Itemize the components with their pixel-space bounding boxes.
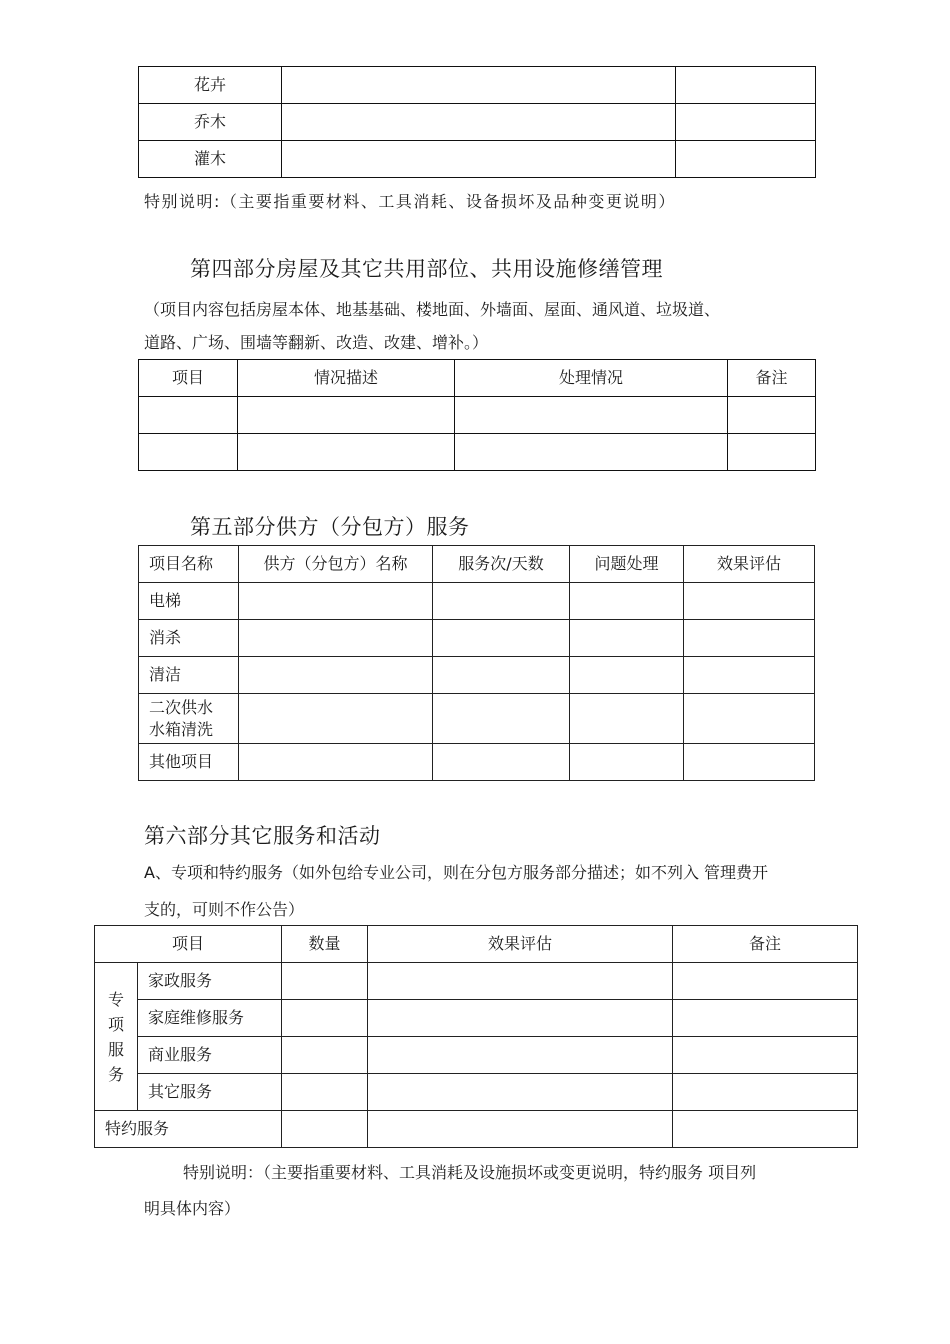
row-water-supply-line2: 水箱清洗 xyxy=(149,719,214,739)
empty-cell[interactable] xyxy=(238,397,455,434)
part6-table xyxy=(94,925,858,1148)
row-commercial: 商业服务 xyxy=(138,1037,282,1074)
empty-cell[interactable] xyxy=(570,620,684,657)
row-water-supply xyxy=(139,694,239,744)
empty-cell[interactable] xyxy=(433,620,570,657)
table-row xyxy=(139,694,815,744)
header-remarks: 备注 xyxy=(673,926,858,963)
row-water-supply-line1: 二次供水 xyxy=(149,697,214,717)
header-project-name: 项目名称 xyxy=(139,546,239,583)
empty-cell[interactable] xyxy=(455,434,728,471)
row-cleaning: 清洁 xyxy=(139,657,239,694)
empty-cell[interactable] xyxy=(239,583,433,620)
empty-cell[interactable] xyxy=(139,397,238,434)
table-row xyxy=(95,1000,858,1037)
group-label-char: 专 xyxy=(107,989,124,1009)
empty-cell[interactable] xyxy=(239,657,433,694)
special-service-group-label xyxy=(95,963,138,1111)
row-home-repair: 家庭维修服务 xyxy=(138,1000,282,1037)
empty-cell[interactable] xyxy=(282,1111,368,1148)
empty-cell[interactable] xyxy=(282,1000,368,1037)
header-item: 项目 xyxy=(95,926,282,963)
header-supplier-name: 供方（分包方）名称 xyxy=(239,546,433,583)
empty-cell[interactable] xyxy=(684,657,815,694)
row-elevator: 电梯 xyxy=(139,583,239,620)
table-row xyxy=(95,1111,858,1148)
table-row xyxy=(95,1037,858,1074)
table-row xyxy=(139,397,816,434)
header-service-times: 服务次/天数 xyxy=(433,546,570,583)
group-label-char: 服 xyxy=(107,1039,124,1059)
row-housekeeping: 家政服务 xyxy=(138,963,282,1000)
empty-cell[interactable] xyxy=(728,434,816,471)
part4-title: 第四部分房屋及其它共用部位、共用设施修缮管理 xyxy=(190,257,663,281)
empty-cell[interactable] xyxy=(570,694,684,744)
header-quantity: 数量 xyxy=(282,926,368,963)
row-special-service: 特约服务 xyxy=(95,1111,282,1148)
plant-trees-cell: 乔木 xyxy=(139,104,282,141)
empty-cell[interactable] xyxy=(239,744,433,781)
empty-cell[interactable] xyxy=(676,67,816,104)
part4-desc-line2: 道路、广场、围墙等翻新、改造、改建、增补。） xyxy=(144,333,489,352)
row-disinfection: 消杀 xyxy=(139,620,239,657)
empty-cell[interactable] xyxy=(673,1037,858,1074)
empty-cell[interactable] xyxy=(368,1074,673,1111)
table-row xyxy=(139,434,816,471)
empty-cell[interactable] xyxy=(238,434,455,471)
empty-cell[interactable] xyxy=(239,694,433,744)
empty-cell[interactable] xyxy=(368,1111,673,1148)
empty-cell[interactable] xyxy=(282,1074,368,1111)
part6-desc-line2: 支的，可则不作公告） xyxy=(144,900,305,919)
empty-cell[interactable] xyxy=(282,1037,368,1074)
table-row xyxy=(139,67,816,104)
empty-cell[interactable] xyxy=(282,67,676,104)
empty-cell[interactable] xyxy=(368,963,673,1000)
part4-desc-line1: （项目内容包括房屋本体、地基基础、楼地面、外墙面、屋面、通风道、垃圾道、 xyxy=(144,300,721,319)
table-row xyxy=(95,963,858,1000)
empty-cell[interactable] xyxy=(282,963,368,1000)
plants-note: 特别说明:（主要指重要材料、工具消耗、设备损坏及品种变更说明） xyxy=(144,192,676,211)
part5-title: 第五部分供方（分包方）服务 xyxy=(190,515,470,539)
header-handling: 处理情况 xyxy=(455,360,728,397)
empty-cell[interactable] xyxy=(282,141,676,178)
part6-note-line1: 特别说明：（主要指重要材料、工具消耗及设施损坏或变更说明，特约服务 项目列 xyxy=(183,1163,757,1182)
table-row xyxy=(139,620,815,657)
empty-cell[interactable] xyxy=(728,397,816,434)
empty-cell[interactable] xyxy=(239,620,433,657)
table-row xyxy=(139,104,816,141)
table-row xyxy=(139,141,816,178)
empty-cell[interactable] xyxy=(433,657,570,694)
empty-cell[interactable] xyxy=(433,744,570,781)
row-other-services: 其它服务 xyxy=(138,1074,282,1111)
header-situation: 情况描述 xyxy=(238,360,455,397)
table-row xyxy=(139,744,815,781)
part6-desc-line1: A、专项和特约服务（如外包给专业公司，则在分包方服务部分描述；如不列入 管理费开 xyxy=(144,863,769,882)
part4-table xyxy=(138,359,816,471)
empty-cell[interactable] xyxy=(433,694,570,744)
header-item: 项目 xyxy=(139,360,238,397)
empty-cell[interactable] xyxy=(570,657,684,694)
empty-cell[interactable] xyxy=(570,583,684,620)
header-effect-evaluation: 效果评估 xyxy=(368,926,673,963)
part6-note-line2: 明具体内容） xyxy=(144,1199,241,1218)
empty-cell[interactable] xyxy=(368,1037,673,1074)
table-header-row xyxy=(139,360,816,397)
header-problem-handling: 问题处理 xyxy=(570,546,684,583)
empty-cell[interactable] xyxy=(368,1000,673,1037)
empty-cell[interactable] xyxy=(676,141,816,178)
empty-cell[interactable] xyxy=(673,963,858,1000)
plants-table xyxy=(138,66,816,178)
empty-cell[interactable] xyxy=(433,583,570,620)
table-header-row xyxy=(95,926,858,963)
group-label-char: 务 xyxy=(107,1064,124,1084)
empty-cell[interactable] xyxy=(684,620,815,657)
empty-cell[interactable] xyxy=(676,104,816,141)
empty-cell[interactable] xyxy=(673,1074,858,1111)
empty-cell[interactable] xyxy=(684,744,815,781)
part5-table xyxy=(138,545,815,781)
plant-shrubs-cell: 灌木 xyxy=(139,141,282,178)
table-row xyxy=(95,1074,858,1111)
empty-cell[interactable] xyxy=(684,583,815,620)
table-header-row xyxy=(139,546,815,583)
empty-cell[interactable] xyxy=(455,397,728,434)
header-effect-evaluation: 效果评估 xyxy=(684,546,815,583)
plant-flowers-cell: 花卉 xyxy=(139,67,282,104)
table-row xyxy=(139,657,815,694)
empty-cell[interactable] xyxy=(673,1000,858,1037)
header-remarks: 备注 xyxy=(728,360,816,397)
empty-cell[interactable] xyxy=(673,1111,858,1148)
empty-cell[interactable] xyxy=(282,104,676,141)
empty-cell[interactable] xyxy=(139,434,238,471)
group-label-char: 项 xyxy=(107,1014,124,1034)
empty-cell[interactable] xyxy=(684,694,815,744)
table-row xyxy=(139,583,815,620)
row-other-items: 其他项目 xyxy=(139,744,239,781)
empty-cell[interactable] xyxy=(570,744,684,781)
part6-title: 第六部分其它服务和活动 xyxy=(144,824,381,848)
